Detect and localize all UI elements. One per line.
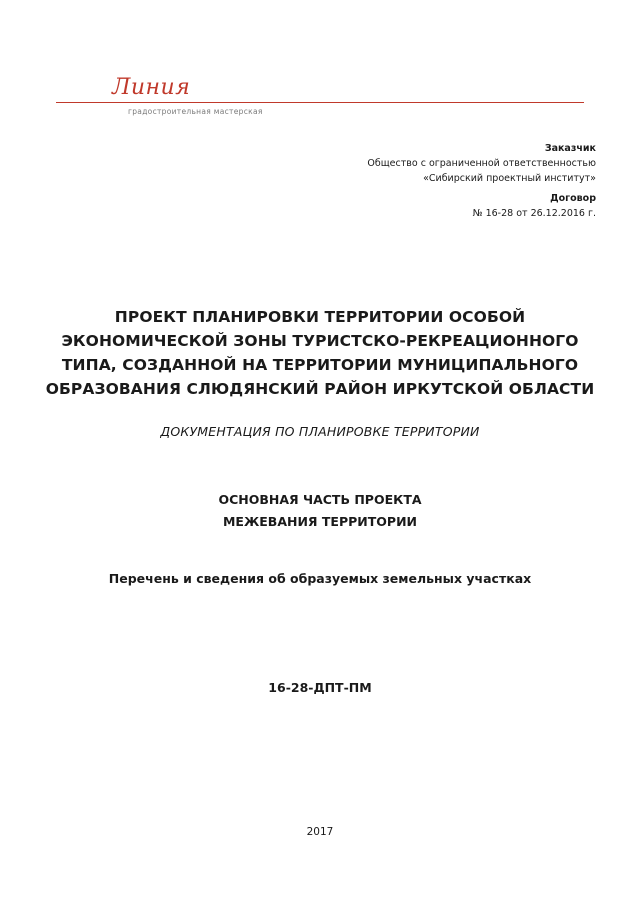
- title-line: ПРОЕКТ ПЛАНИРОВКИ ТЕРРИТОРИИ ОСОБОЙ: [114, 308, 526, 326]
- title-line: ТИПА, СОЗДАННОЙ НА ТЕРРИТОРИИ МУНИЦИПАЛЬНОГО: [61, 356, 579, 374]
- document-title: [40, 305, 600, 401]
- document-year: 2017: [306, 826, 334, 838]
- logo-rule-line: [56, 102, 584, 103]
- list-title: Перечень и сведения об образуемых земельных участках: [108, 571, 532, 586]
- contract-number: № 16-28 от 26.12.2016 г.: [472, 208, 596, 219]
- logo: [0, 72, 640, 122]
- contract-label: Договор: [550, 193, 596, 204]
- client-line-1: Общество с ограниченной ответственностью: [367, 158, 596, 169]
- logo-wordmark: Линия: [108, 75, 194, 100]
- title-line: ОБРАЗОВАНИЯ СЛЮДЯНСКИЙ РАЙОН ИРКУТСКОЙ ОБЛАСТИ: [45, 380, 595, 398]
- section-title: [40, 489, 600, 533]
- client-block: [367, 141, 596, 221]
- section-line: МЕЖЕВАНИЯ ТЕРРИТОРИИ: [222, 514, 417, 529]
- title-line: ЭКОНОМИЧЕСКОЙ ЗОНЫ ТУРИСТСКО-РЕКРЕАЦИОННОГО: [61, 332, 579, 350]
- document-code: 16-28-ДПТ-ПМ: [268, 680, 372, 695]
- document-subtitle: ДОКУМЕНТАЦИЯ ПО ПЛАНИРОВКЕ ТЕРРИТОРИИ: [160, 424, 480, 439]
- client-label: Заказчик: [544, 143, 596, 154]
- logo-subtitle: градостроительная мастерская: [128, 107, 263, 116]
- client-line-2: «Сибирский проектный институт»: [423, 173, 596, 184]
- section-line: ОСНОВНАЯ ЧАСТЬ ПРОЕКТА: [218, 492, 422, 507]
